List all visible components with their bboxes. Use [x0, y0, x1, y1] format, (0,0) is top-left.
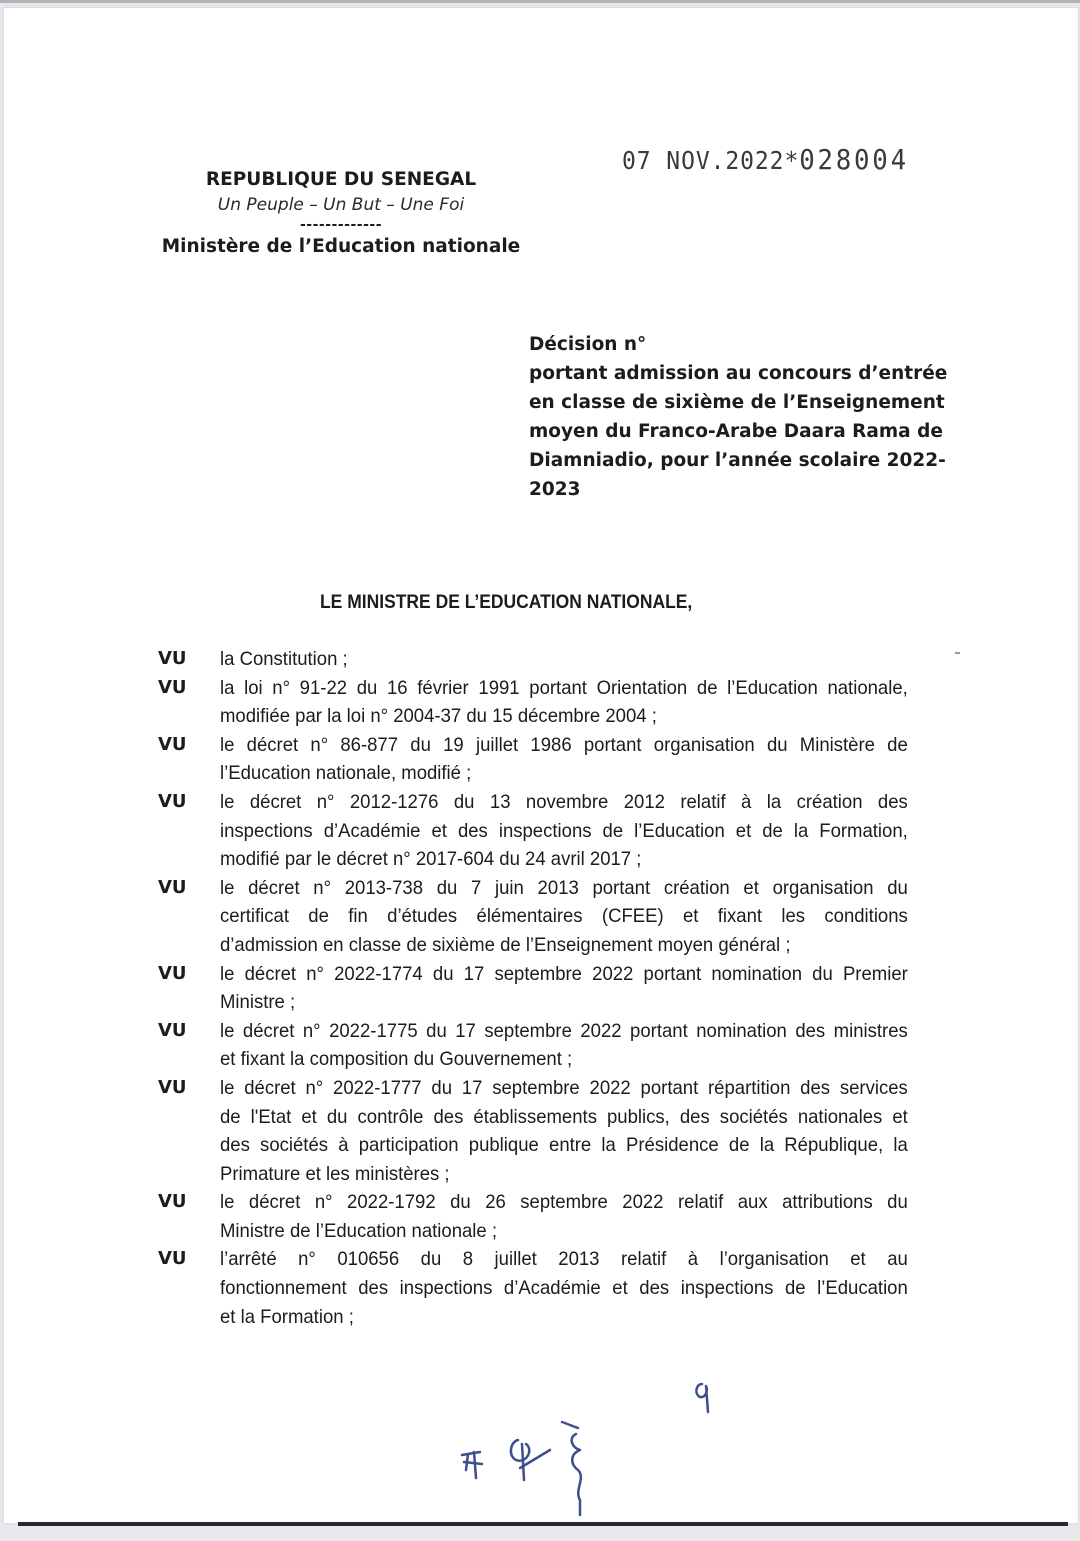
- considerations-list: [158, 645, 948, 1331]
- consideration-text: [220, 645, 908, 674]
- vu-label: VU: [158, 1076, 187, 1098]
- text-line: modifié par le décret n° 2017-604 du 24 avril 2017 ;: [220, 848, 642, 871]
- top-edge: [0, 0, 1080, 3]
- text-line: le décret n° 2022-1777 du 17 septembre 2022 portant répartition des services: [220, 1076, 908, 1099]
- vu-label: VU: [158, 962, 187, 984]
- text-line: certificat de fin d’études élémentaires (CFEE) et fixant les conditions: [220, 905, 908, 928]
- consideration-text: [220, 1188, 908, 1245]
- text-line: fonctionnement des inspections d’Académie et des inspections de l’Education: [220, 1277, 908, 1300]
- consideration-text: [220, 1074, 908, 1188]
- text-line: d’admission en classe de sixième de l’Enseignement moyen général ;: [220, 933, 791, 956]
- text-line: et la Formation ;: [220, 1305, 354, 1328]
- consideration-item: [158, 1074, 948, 1188]
- text-line: l’arrêté n° 010656 du 8 juillet 2013 relatif à l’organisation et au: [220, 1248, 908, 1271]
- text-line: modifiée par la loi n° 2004-37 du 15 décembre 2004 ;: [220, 705, 657, 728]
- text-line: le décret n° 2022-1774 du 17 septembre 2022 portant nomination du Premier: [220, 962, 908, 985]
- page-bottom-rule: [18, 1522, 1068, 1526]
- text-line: Ministre de l’Education nationale ;: [220, 1219, 498, 1242]
- consideration-item: [158, 788, 948, 874]
- consideration-text: [220, 874, 908, 960]
- registration-stamp: [622, 143, 909, 176]
- stamp-separator: *: [784, 146, 800, 175]
- decision-subject-line: 2023: [529, 479, 581, 500]
- handwritten-initials-icon: [450, 1370, 750, 1520]
- decision-subject-line: moyen du Franco-Arabe Daara Rama de: [529, 421, 943, 442]
- text-line: le décret n° 2012-1276 du 13 novembre 2012 relatif à la création des: [220, 790, 908, 813]
- ministry-name: Ministère de l’Education nationale: [161, 236, 521, 257]
- consideration-item: [158, 960, 948, 1017]
- consideration-item: [158, 645, 948, 674]
- consideration-text: [220, 731, 908, 788]
- consideration-text: [220, 960, 908, 1017]
- consideration-text: [220, 674, 908, 731]
- national-motto: Un Peuple – Un But – Une Foi: [217, 195, 465, 215]
- text-line: inspections d’Académie et des inspections de l’Education et de la Formation,: [220, 819, 908, 842]
- text-line: et fixant la composition du Gouvernement ;: [220, 1048, 573, 1071]
- text-line: de l'Etat et du contrôle des établissements publics, des sociétés nationales et: [220, 1105, 908, 1128]
- consideration-item: [158, 874, 948, 960]
- text-line: le décret n° 2013-738 du 7 juin 2013 portant création et organisation du: [220, 876, 908, 899]
- text-line: le décret n° 86-877 du 19 juillet 1986 portant organisation du Ministère de: [220, 733, 908, 756]
- vu-label: VU: [158, 733, 187, 755]
- text-line: l’Education nationale, modifié ;: [220, 762, 472, 785]
- consideration-text: [220, 1245, 908, 1331]
- decision-subject-line: portant admission au concours d’entrée: [529, 363, 948, 384]
- decision-subject-line: Diamniadio, pour l’année scolaire 2022-: [529, 450, 946, 471]
- country-name: REPUBLIQUE DU SENEGAL: [205, 169, 477, 190]
- decision-title: Décision n°: [529, 334, 647, 355]
- vu-label: VU: [158, 1019, 187, 1041]
- letterhead: [150, 167, 532, 261]
- consideration-item: [158, 1017, 948, 1074]
- decision-subject-line: en classe de sixième de l’Enseignement: [529, 392, 945, 413]
- minister-heading: LE MINISTRE DE L’EDUCATION NATIONALE,: [320, 592, 693, 613]
- text-line: le décret n° 2022-1792 du 26 septembre 2022 relatif aux attributions du: [220, 1191, 908, 1214]
- consideration-item: [158, 674, 948, 731]
- text-line: la loi n° 91-22 du 16 février 1991 portant Orientation de l’Education nationale,: [220, 676, 908, 699]
- text-line: des sociétés à participation publique entre la Présidence de la République, la: [220, 1134, 908, 1157]
- vu-label: VU: [158, 876, 187, 898]
- decision-block: [529, 330, 959, 504]
- consideration-item: [158, 731, 948, 788]
- vu-label: VU: [158, 676, 187, 698]
- scan-speck: [955, 652, 960, 654]
- text-line: Primature et les ministères ;: [220, 1162, 450, 1185]
- text-line: Ministre ;: [220, 991, 296, 1014]
- vu-label: VU: [158, 648, 187, 669]
- stamp-date: 07 NOV.2022: [622, 146, 785, 175]
- vu-label: VU: [158, 790, 187, 812]
- vu-label: VU: [158, 1191, 187, 1213]
- vu-label: VU: [158, 1248, 187, 1270]
- stamp-number: 028004: [799, 143, 909, 176]
- consideration-item: [158, 1188, 948, 1245]
- consideration-text: [220, 788, 908, 874]
- text-line: la Constitution ;: [220, 648, 348, 670]
- consideration-text: [220, 1017, 908, 1074]
- text-line: le décret n° 2022-1775 du 17 septembre 2022 portant nomination des ministres: [220, 1019, 908, 1042]
- consideration-item: [158, 1245, 948, 1331]
- letterhead-divider: -------------: [299, 217, 383, 233]
